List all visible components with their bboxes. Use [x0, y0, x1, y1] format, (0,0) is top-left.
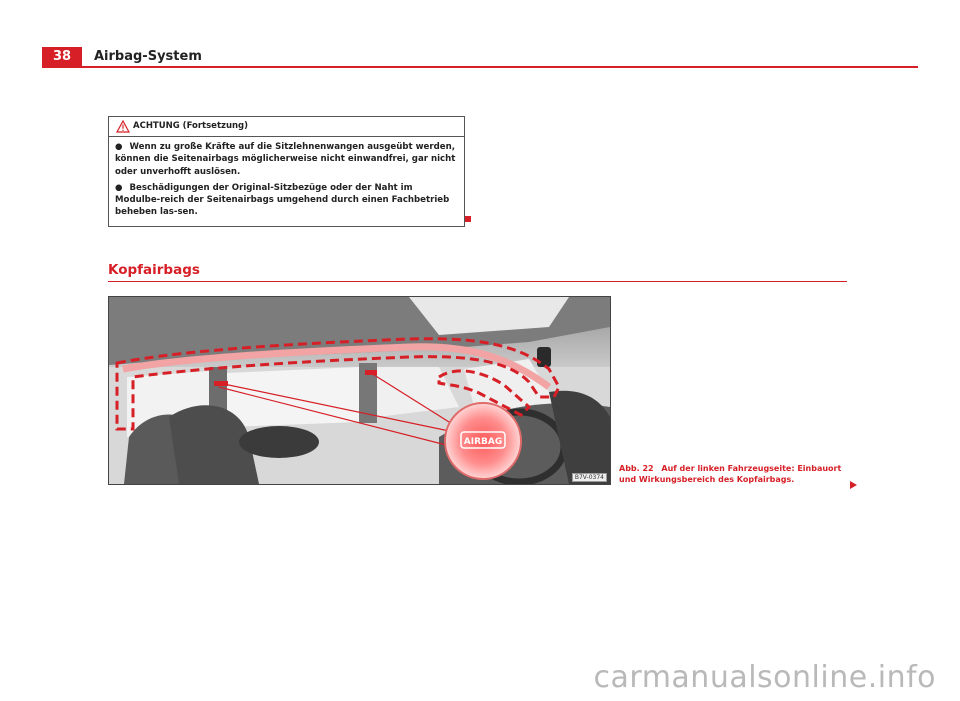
watermark: carmanualsonline.info: [593, 660, 936, 695]
warning-item-text: Beschädigungen der Original-Sitzbezüge oder der Naht im Modulbe-reich der Seitenairbags umgehend durch einen Fachbetrieb beheben las-sen.: [115, 182, 450, 218]
bullet: ●: [115, 182, 123, 193]
warning-box: [108, 116, 465, 227]
figure-image-code: B7V-0374: [572, 473, 607, 482]
bullet: ●: [115, 142, 123, 152]
warning-title: ACHTUNG (Fortsetzung): [133, 121, 249, 131]
end-square-icon: [465, 216, 471, 222]
section-header-title: Airbag-System: [94, 49, 202, 64]
figure-illustration: [108, 296, 611, 485]
figure-caption-text: Auf der linken Fahrzeugseite: Einbauort und Wirkungsbereich des Kopfairbags.: [619, 464, 842, 484]
warning-triangle-icon: [116, 120, 130, 133]
continue-arrow-icon: [850, 481, 857, 489]
car-interior-drawing: [109, 297, 610, 484]
header-rule: [42, 66, 918, 68]
page-number: 38: [42, 47, 82, 67]
warning-item: [115, 182, 458, 219]
warning-item-text: Wenn zu große Kräfte auf die Sitzlehnenwangen ausgeübt werden, können die Seitenairbags möglicherweise nicht einwandfrei, gar nicht oder unverhofft auslösen.: [115, 142, 456, 177]
airbag-badge-label: AIRBAG: [463, 437, 503, 447]
warning-body: [109, 137, 464, 219]
figure-caption-number: Abb. 22: [619, 464, 654, 473]
section-rule: [108, 281, 847, 282]
section-title: Kopfairbags: [108, 262, 200, 278]
warning-item: [115, 141, 458, 178]
figure-caption: [619, 464, 854, 485]
warning-header: [109, 117, 464, 137]
